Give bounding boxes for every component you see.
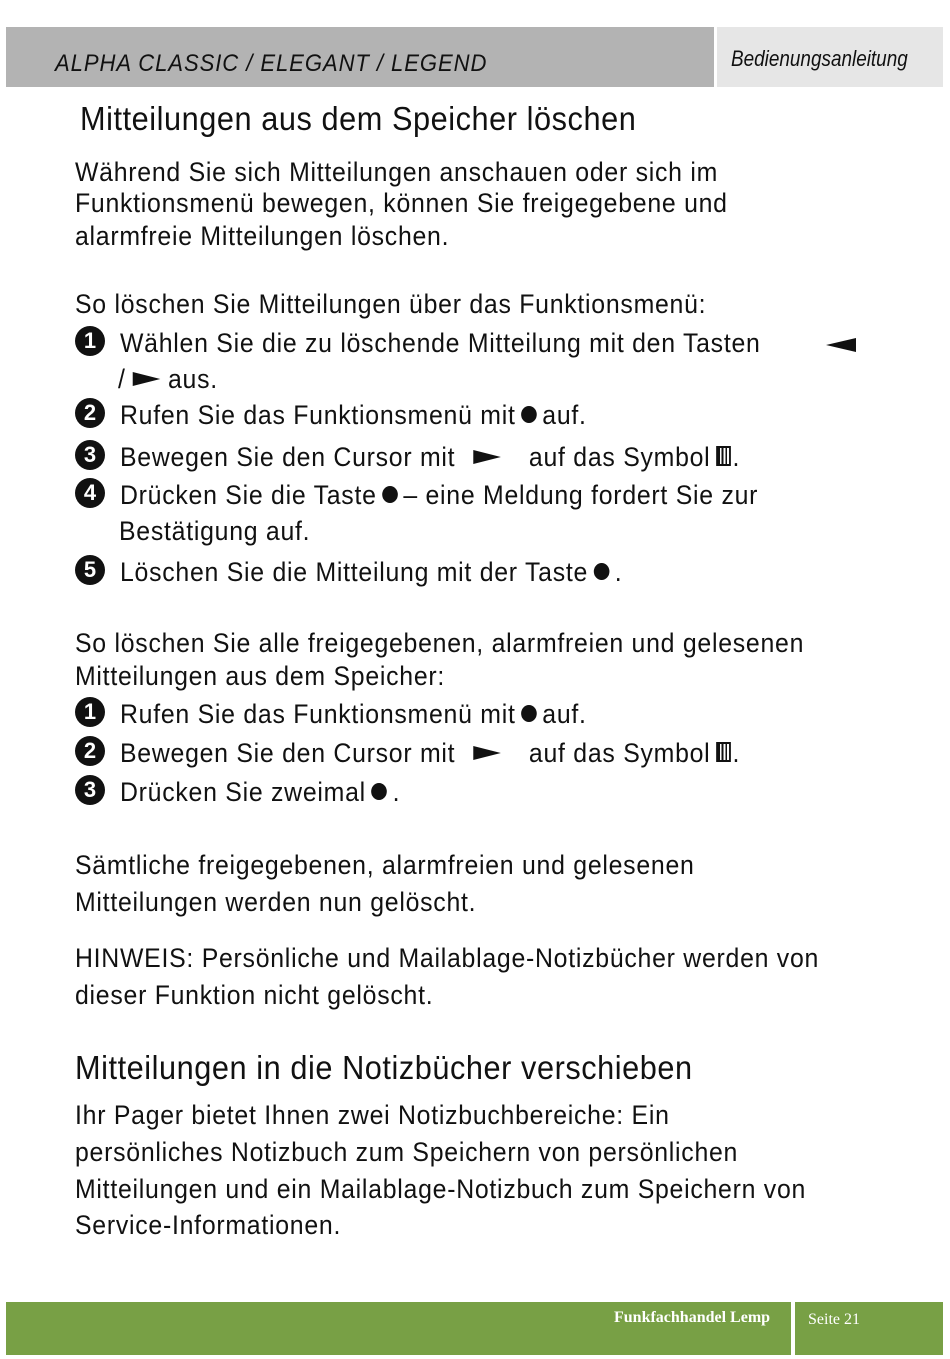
step-1-line-1: Wählen Sie die zu löschende Mitteilung mit den Tasten [120,328,761,358]
step-number-1-icon: 1 [75,326,105,356]
step-number-3-icon: 3 [75,775,105,805]
move-line-3: Mitteilungen und ein Mailablage-Notizbuch zum Speichern von [75,1174,807,1204]
step-5-text: Löschen Sie die Mitteilung mit der Taste . [120,557,623,587]
intro-line-1: Während Sie sich Mitteilungen anschauen oder sich im [75,157,719,187]
step-number-5-icon: 5 [75,555,105,585]
note-line-2: dieser Funktion nicht gelöscht. [75,980,434,1010]
all-step-3-text: Drücken Sie zweimal . [120,777,401,807]
step-4-line-2: Bestätigung auf. [119,516,311,546]
filled-dot-key-icon [521,705,537,722]
note-line-1: HINWEIS: Persönliche und Mailablage-Notizbücher werden von [75,943,820,973]
step-2-text: Rufen Sie das Funktionsmenü mit auf. [120,400,587,430]
product-title: ALPHA CLASSIC / ELEGANT / LEGEND [55,50,488,77]
menu-intro: So löschen Sie Mitteilungen über das Funktionsmenü: [75,289,707,319]
step-number-3-icon: 3 [75,440,105,470]
document-type: Bedienungsanleitung [731,46,908,71]
delete-symbol-icon [716,742,731,762]
section-heading-move: Mitteilungen in die Notizbücher verschieben [75,1049,693,1086]
right-arrow-key-icon [474,450,502,464]
result-line-2: Mitteilungen werden nun gelöscht. [75,887,477,917]
filled-dot-key-icon [382,486,398,503]
move-line-2: persönliches Notizbuch zum Speichern von persönlichen [75,1137,739,1167]
filled-dot-key-icon [521,406,537,423]
move-line-4: Service-Informationen. [75,1210,342,1240]
step-number-2-icon: 2 [75,398,105,428]
all-intro-line-1: So löschen Sie alle freigegebenen, alarmfreien und gelesenen [75,628,805,658]
step-3-text: Bewegen Sie den Cursor mit auf das Symbol . [120,442,741,472]
all-step-1-text: Rufen Sie das Funktionsmenü mit auf. [120,699,587,729]
left-arrow-key-icon [826,338,856,352]
all-step-2-text: Bewegen Sie den Cursor mit auf das Symbol . [120,738,741,768]
intro-line-3: alarmfreie Mitteilungen löschen. [75,221,450,251]
filled-dot-key-icon [371,783,387,800]
step-number-1-icon: 1 [75,697,105,727]
delete-symbol-icon [716,446,731,466]
filled-dot-key-icon [594,563,610,580]
step-number-2-icon: 2 [75,736,105,766]
section-heading-delete: Mitteilungen aus dem Speicher löschen [80,100,637,137]
move-line-1: Ihr Pager bietet Ihnen zwei Notizbuchbereiche: Ein [75,1100,670,1130]
all-intro-line-2: Mitteilungen aus dem Speicher: [75,661,446,691]
step-1-line-2: / aus. [118,364,218,394]
step-4-text: Drücken Sie die Taste – eine Meldung fordert Sie zur [120,480,759,510]
step-number-4-icon: 4 [75,478,105,508]
footer-company: Funkfachhandel Lemp [614,1309,771,1326]
right-arrow-key-icon [133,372,161,386]
result-line-1: Sämtliche freigegebenen, alarmfreien und gelesenen [75,850,695,880]
page-number: Seite 21 [808,1311,860,1328]
right-arrow-key-icon [474,746,502,760]
intro-line-2: Funktionsmenü bewegen, können Sie freigegebene und [75,188,728,218]
